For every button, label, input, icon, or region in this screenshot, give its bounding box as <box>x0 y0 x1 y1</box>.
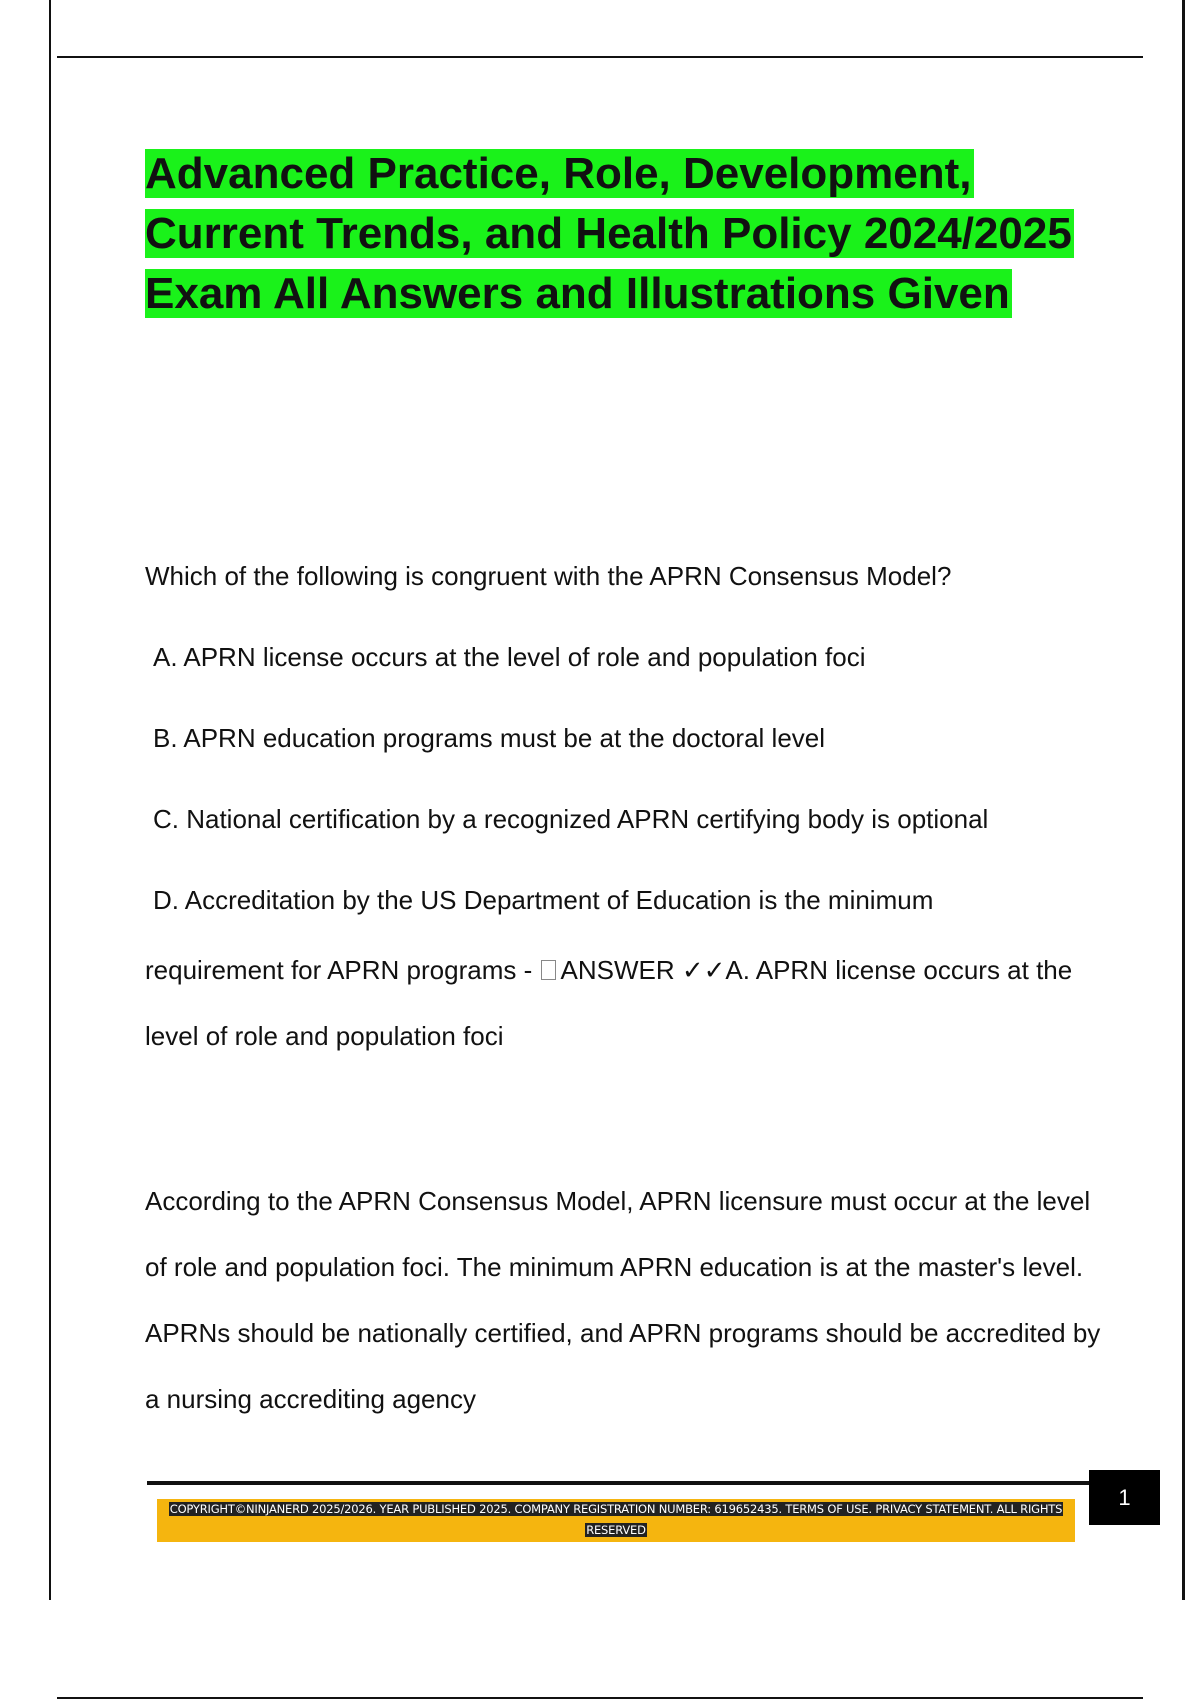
option-d-continued: requirement for APRN programs - <box>145 955 533 985</box>
option-d-and-answer <box>145 937 1105 1069</box>
copyright-notice <box>157 1499 1075 1542</box>
page-top-rule <box>57 56 1143 58</box>
explanation: According to the APRN Consensus Model, APRN licensure must occur at the level of role and population foci. The minimum APRN education is at the master's level. APRNs should be nationally certified, and APRN programs should be accredited by a nursing accrediting agency <box>145 1186 1101 1414</box>
footer-rule <box>147 1481 1089 1485</box>
question-prompt: Which of the following is congruent with the APRN Consensus Model? <box>145 561 952 591</box>
answer-text: ANSWER ✓✓A. APRN license occurs at the level of role and population foci <box>145 955 1073 1051</box>
option-a: A. APRN license occurs at the level of role and population foci <box>153 642 866 672</box>
page-right-border <box>1182 0 1185 1600</box>
option-b: B. APRN education programs must be at the doctoral level <box>153 723 826 753</box>
document-title <box>145 144 1075 324</box>
page-bottom-rule <box>57 1697 1143 1699</box>
missing-glyph-box-icon <box>541 960 556 980</box>
page-number: 1 <box>1089 1470 1160 1525</box>
page-left-border <box>49 0 51 1600</box>
option-d: D. Accreditation by the US Department of Education is the minimum <box>153 885 934 915</box>
document-title-highlight: Advanced Practice, Role, Development, Current Trends, and Health Policy 2024/2025 Exam All Answers and Illustrations Given <box>145 149 1072 318</box>
option-c: C. National certification by a recognized APRN certifying body is optional <box>153 804 989 834</box>
copyright-text: COPYRIGHT©NINJANERD 2025/2026. YEAR PUBLISHED 2025. COMPANY REGISTRATION NUMBER: 619652435. TERMS OF USE. PRIVACY STATEMENT. ALL RIGHTS RESERVED <box>169 1502 1063 1537</box>
